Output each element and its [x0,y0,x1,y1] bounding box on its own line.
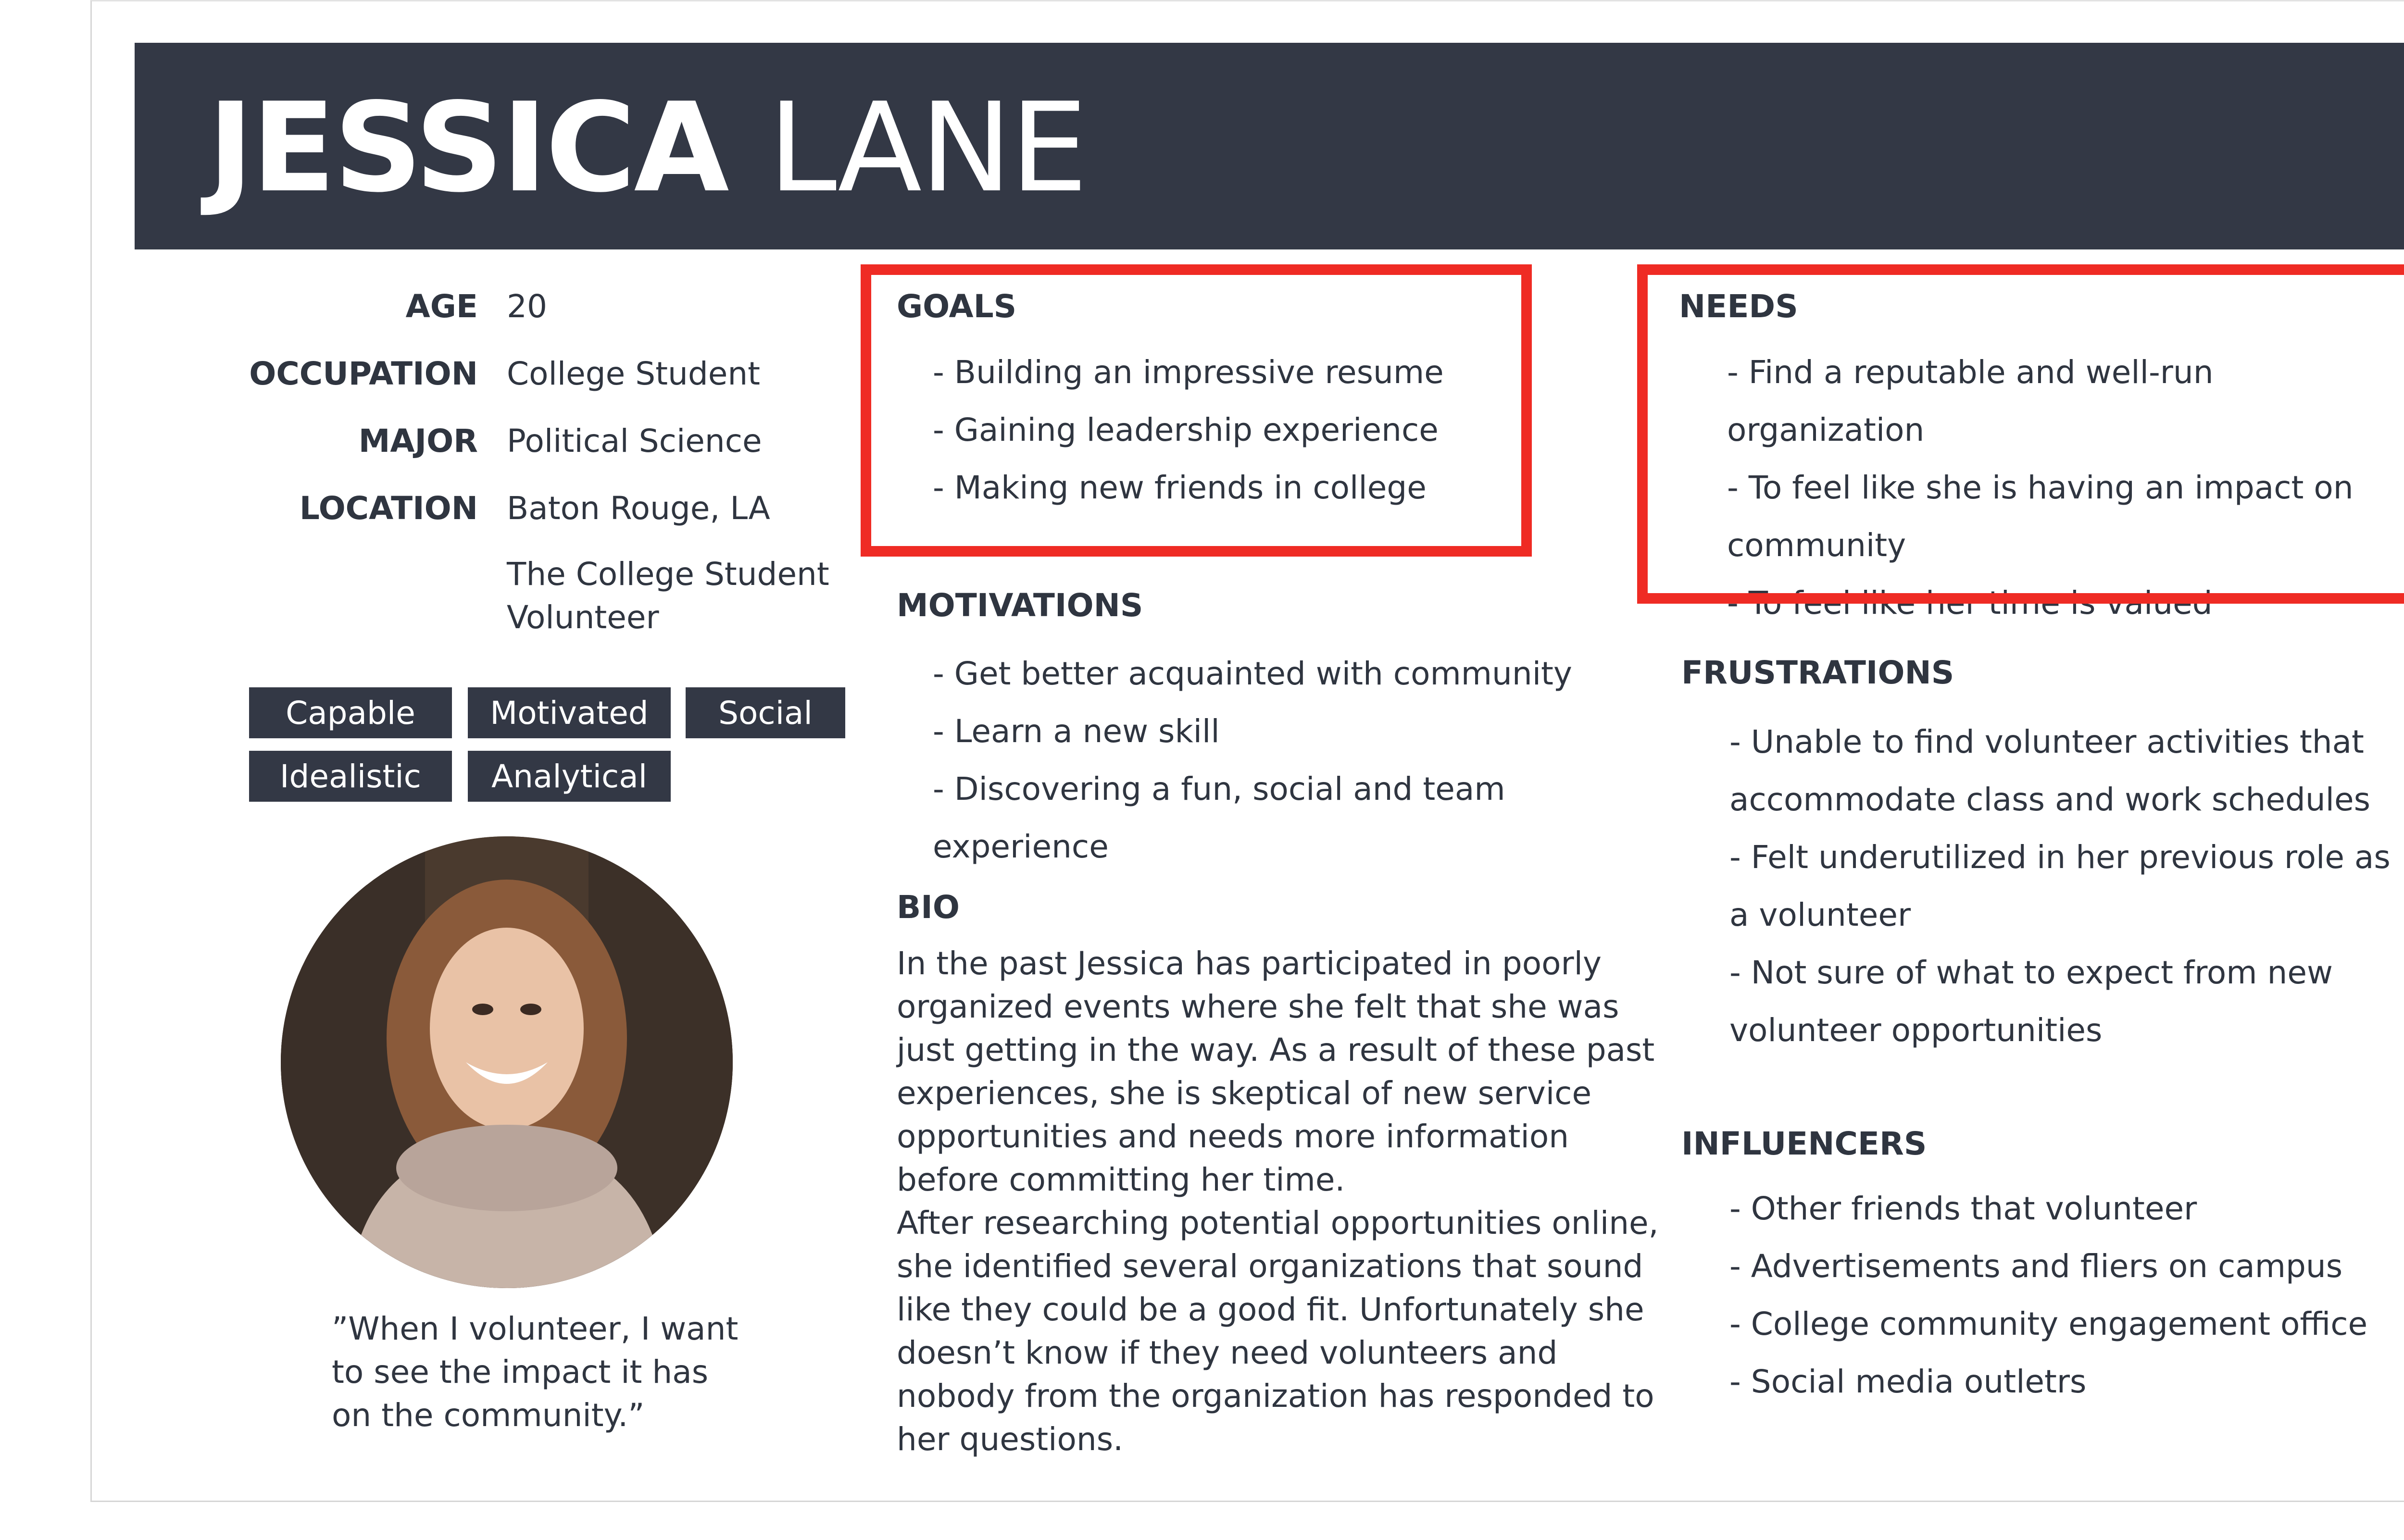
persona-archetype: The College Student Volunteer [507,556,829,636]
age-value: 20 [507,288,547,325]
bio-paragraph: In the past Jessica has participated in poorly organized events where she felt that she was just getting in the way. As a result of these past experiences, she is skeptical of new service opportunities and needs more information before committing her time. [897,945,1655,1198]
goals-highlight-box [861,264,1532,557]
list-item: - Get better acquainted with community [933,655,1572,692]
motivations-list [933,645,1654,876]
last-name: LANE [768,76,1086,220]
list-item: - College community engagement office [1729,1305,2368,1342]
age-label: AGE [405,288,478,325]
needs-title: NEEDS [1679,288,1798,325]
list-item: - Advertisements and fliers on campus [1729,1248,2343,1285]
frustrations-title: FRUSTRATIONS [1681,654,1954,691]
list-item: - Not sure of what to expect from new volunteer opportunities [1729,954,2333,1049]
list-item: - Other friends that volunteer [1729,1190,2197,1227]
list-item: - Building an impressive resume [933,354,1444,391]
location-value: Baton Rouge, LA [507,490,770,527]
needs-highlight-box [1637,264,2404,604]
influencers-title: INFLUENCERS [1681,1125,1927,1162]
bio-paragraph: After researching potential opportunities online, she identified several organizations that sound like they could be a good fit. Unfortunately she doesn’t know if they need volunteers and nobody from the organization has responded to her questions. [897,1205,1659,1458]
occupation-value: College Student [507,355,761,392]
occupation-label: OCCUPATION [249,355,478,392]
location-label: LOCATION [299,490,478,527]
list-item: - Making new friends in college [933,469,1427,506]
persona-quote: ”When I volunteer, I want to see the impact it has on the community.” [332,1310,739,1434]
trait-tag: Idealistic [249,751,452,802]
bio-text [897,942,1676,1461]
major-label: MAJOR [358,422,478,460]
influencers-list [1729,1180,2403,1411]
bio-title: BIO [897,889,960,926]
portrait-illustration [281,836,733,1288]
major-value: Political Science [507,422,762,460]
trait-tag: Capable [249,687,452,738]
trait-tag: Social [686,687,845,738]
list-item: - To feel like her time is valued [1727,584,2213,621]
list-item: - Find a reputable and well-run organization [1727,354,2214,448]
list-item: - Unable to find volunteer activities that accommodate class and work schedules [1729,723,2370,818]
list-item: - Discovering a fun, social and team experience [933,770,1505,865]
persona-photo [281,836,733,1288]
list-item: - Social media outletrs [1729,1363,2087,1400]
trait-tag: Motivated [468,687,671,738]
first-name: JESSICA [208,76,727,220]
list-item: - Gaining leadership experience [933,411,1439,448]
goals-title: GOALS [897,288,1017,325]
frustrations-list [1729,713,2403,1059]
motivations-title: MOTIVATIONS [897,587,1143,624]
list-item: - Felt underutilized in her previous role as a volunteer [1729,839,2391,933]
list-item: - Learn a new skill [933,713,1220,750]
trait-tag: Analytical [468,751,671,802]
list-item: - To feel like she is having an impact on community [1727,469,2354,564]
persona-name [208,76,1086,220]
